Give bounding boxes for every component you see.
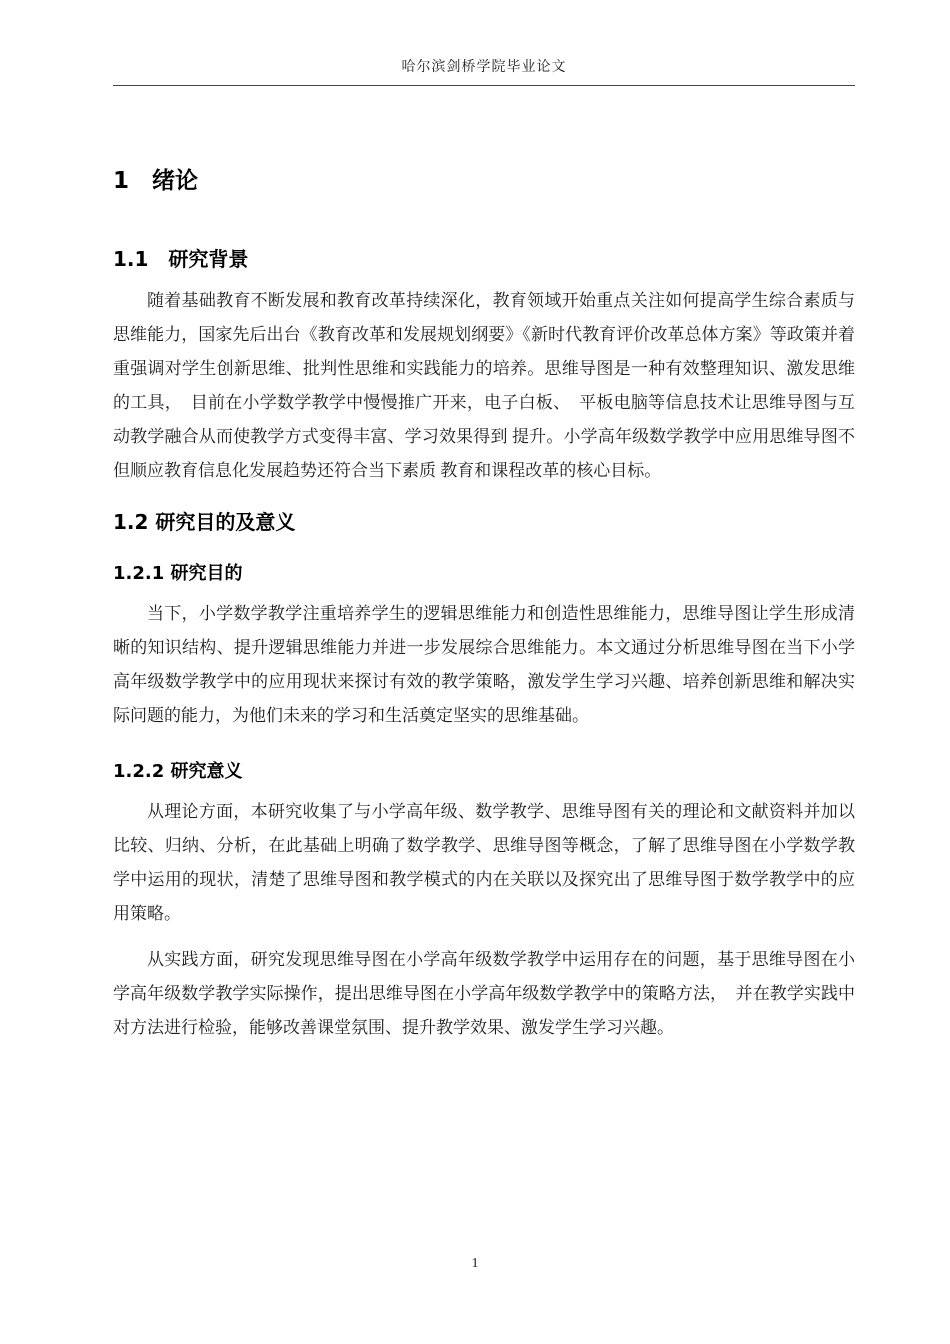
- section-heading-1-2: 1.2 研究目的及意义: [113, 510, 296, 534]
- section-heading-1-1: 1.1 研究背景: [113, 247, 249, 271]
- document-body: [113, 162, 855, 1045]
- paragraph-research-purpose: 当下，小学数学教学注重培养学生的逻辑思维能力和创造性思维能力，思维导图让学生形成清晰的知识结构、提升逻辑思维能力并进一步发展综合思维能力。本文通过分析思维导图在当下小学高年级数学教学中的应用现状来探讨有效的教学策略，激发学生学习兴趣、培养创新思维和解决实际问题的能力，为他们未来的学习和生活奠定坚实的思维基础。: [113, 604, 855, 725]
- chapter-heading: 1 绪论: [113, 168, 199, 194]
- subsection-heading-1-2-2: 1.2.2 研究意义: [113, 761, 243, 782]
- page-number: 1: [471, 1256, 479, 1271]
- paragraph-research-significance-theory: 从理论方面，本研究收集了与小学高年级、数学教学、思维导图有关的理论和文献资料并加以比较、归纳、分析，在此基础上明确了数学教学、思维导图等概念，了解了思维导图在小学数学教学中运用的现状，清楚了思维导图和教学模式的内在关联以及探究出了思维导图于数学教学中的应用策略。: [113, 802, 855, 923]
- paragraph-research-background: 随着基础教育不断发展和教育改革持续深化，教育领域开始重点关注如何提高学生综合素质与思维能力，国家先后出台《教育改革和发展规划纲要》《新时代教育评价改革总体方案》等政策并着重强调对学生创新思维、批判性思维和实践能力的培养。思维导图是一种有效整理知识、激发思维的工具， 目前在小学数学教学中慢慢推广开来，电子白板、 平板电脑等信息技术让思维导图与互动教学融合从而使教学方式变得丰富、学习效果得到 提升。小学高年级数学教学中应用思维导图不但顺应教育信息化发展趋势还符合当下素质 教育和课程改革的核心目标。: [113, 291, 855, 480]
- header-title: 哈尔滨剑桥学院毕业论文: [401, 60, 567, 75]
- page-footer: [0, 1256, 950, 1272]
- page-header: [113, 56, 855, 86]
- paragraph-research-significance-practice: 从实践方面，研究发现思维导图在小学高年级数学教学中运用存在的问题，基于思维导图在小学高年级数学教学实际操作，提出思维导图在小学高年级数学教学中的策略方法， 并在教学实践中对方法进行检验，能够改善课堂氛围、提升教学效果、激发学生学习兴趣。: [113, 950, 855, 1037]
- subsection-heading-1-2-1: 1.2.1 研究目的: [113, 563, 243, 584]
